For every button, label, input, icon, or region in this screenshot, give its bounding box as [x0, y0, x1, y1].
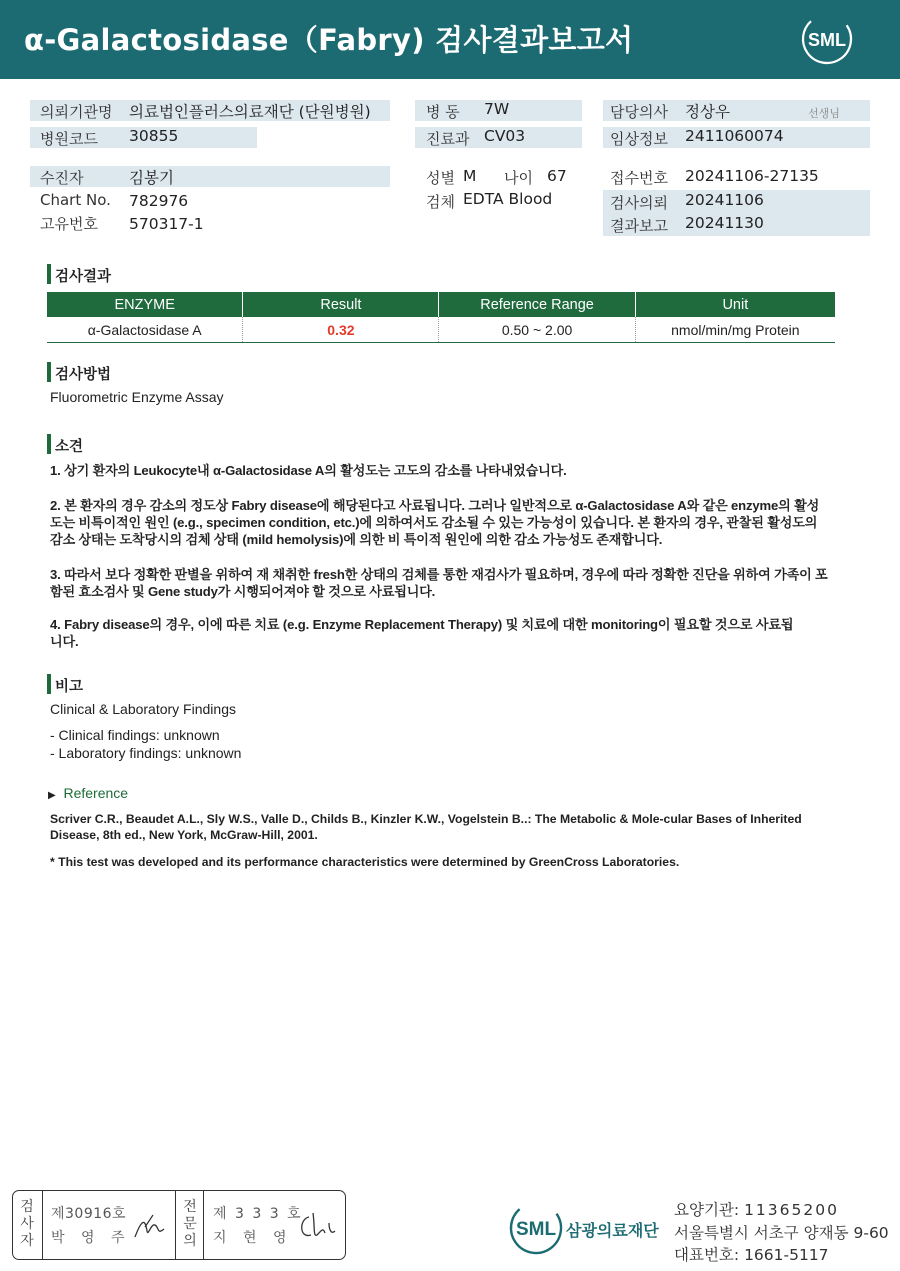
- section-remarks-title: 비고: [55, 679, 84, 695]
- doctor-label: 담당의사: [610, 103, 668, 121]
- institution-value: 의료법인플러스의료재단 (단원병원): [129, 103, 371, 121]
- dept-label: 진료과: [426, 130, 470, 148]
- finding-paragraph-3: 3. 따라서 보다 정확한 판별을 위하여 재 채취한 fresh한 상태의 검체를 통한 재검사가 필요하며, 경우에 따라 정확한 진단을 위하여 가족이 포함된 효소검사 및 Gene study가 시행되어져야 할 것으로 사료됩니다.: [50, 567, 828, 599]
- clinical-findings: - Clinical findings: unknown: [50, 727, 220, 743]
- section-marker: [47, 434, 51, 454]
- result-cell: 0.32: [243, 317, 439, 343]
- specimen-label: 검체: [426, 193, 455, 211]
- col-header-unit: Unit: [635, 292, 835, 317]
- specialist-signature: [295, 1209, 341, 1245]
- section-results-title: 검사결과: [55, 269, 112, 285]
- receipt-value: 20241106-27135: [685, 167, 819, 185]
- age-label: 나이: [504, 169, 533, 187]
- signature-box: [12, 1190, 346, 1260]
- triangle-icon: ▶: [48, 790, 56, 801]
- section-findings-title: 소견: [55, 439, 84, 455]
- section-marker: [47, 674, 51, 694]
- section-marker: [47, 264, 51, 284]
- svg-text:SML: SML: [515, 1219, 557, 1240]
- svg-text:SML: SML: [808, 30, 846, 50]
- table-row: [47, 317, 835, 343]
- reference-heading: [48, 785, 128, 801]
- doctor-value: 정상우: [685, 103, 730, 121]
- remarks-title: Clinical & Laboratory Findings: [50, 701, 236, 717]
- col-header-enzyme: ENZYME: [47, 292, 243, 317]
- finding-paragraph-4: 4. Fabry disease의 경우, 이에 따른 치료 (e.g. Enzyme Replacement Therapy) 및 치료에 대한 monitoring이 필요할 것으로 사료됩니다.: [50, 617, 794, 649]
- specimen-value: EDTA Blood: [463, 190, 553, 208]
- ward-label: 병 동: [426, 103, 460, 121]
- finding-paragraph-2: 2. 본 환자의 경우 감소의 정도상 Fabry disease에 해당된다고 사료됩니다. 그러나 일반적으로 α-Galactosidase A와 같은 enzyme의 활성도는 비특이적인 원인 (e.g., specimen condition, etc.)에 의하여서도 감소될 수 있는 가능성이 있습니다. 본 환자의 경우, 관찰된 활성도의 감소 상태는 도착당시의 검체 상태 (mild hemolysis)에 의한 비 특이적 원인에 의한 감소 가능성도 존재합니다.: [50, 498, 820, 547]
- reference-title: Reference: [63, 785, 129, 801]
- examiner-signature: [131, 1211, 169, 1245]
- footer-phone-value: 1661-5117: [744, 1246, 829, 1264]
- col-header-range: Reference Range: [439, 292, 635, 317]
- request-value: 20241106: [685, 191, 764, 209]
- method-text: Fluorometric Enzyme Assay: [50, 389, 224, 405]
- laboratory-findings: - Laboratory findings: unknown: [50, 745, 242, 761]
- footer-address: 서울특별시 서초구 양재동 9-60: [674, 1224, 889, 1242]
- range-cell: 0.50 ~ 2.00: [439, 317, 635, 343]
- report-label: 결과보고: [610, 217, 668, 235]
- chart-value: 782976: [129, 192, 189, 210]
- footer-org-name: 삼광의료재단: [566, 1221, 659, 1240]
- clinical-label: 임상정보: [610, 130, 668, 148]
- request-label: 검사의뢰: [610, 194, 668, 212]
- hospital-code-value: 30855: [129, 127, 179, 145]
- patient-label: 수진자: [40, 169, 84, 187]
- report-value: 20241130: [685, 214, 764, 232]
- sex-label: 성별: [426, 169, 455, 187]
- hospital-code-label: 병원코드: [40, 130, 98, 148]
- col-header-result: Result: [243, 292, 439, 317]
- results-table: [47, 292, 835, 343]
- institution-label: 의뢰기관명: [40, 103, 113, 121]
- receipt-label: 접수번호: [610, 169, 668, 187]
- ward-value: 7W: [484, 100, 510, 118]
- section-marker: [47, 362, 51, 382]
- footer-code: [674, 1198, 839, 1220]
- footer-code-value: 11365200: [744, 1201, 839, 1219]
- unique-value: 570317-1: [129, 215, 204, 233]
- footer-phone: [674, 1243, 829, 1265]
- sml-logo: [800, 12, 854, 66]
- section-method-title: 검사방법: [55, 367, 112, 383]
- dept-value: CV03: [484, 127, 526, 145]
- examiner-name: 박 영 주: [51, 1230, 131, 1246]
- footnote: * This test was developed and its performance characteristics were determined by GreenCross Laboratories.: [50, 855, 680, 869]
- age-value: 67: [547, 167, 567, 185]
- footer-phone-label: 대표번호:: [674, 1246, 740, 1264]
- finding-paragraph-1: 1. 상기 환자의 Leukocyte내 α-Galactosidase A의 활성도는 고도의 감소를 나타내었습니다.: [50, 463, 567, 478]
- unit-cell: nmol/min/mg Protein: [635, 317, 835, 343]
- unique-label: 고유번호: [40, 215, 98, 233]
- footer-sml-logo: [508, 1200, 564, 1256]
- clinical-value: 2411060074: [685, 127, 784, 145]
- reference-text: Scriver C.R., Beaudet A.L., Sly W.S., Valle D., Childs B., Kinzler K.W., Vogelstein B..: The Metabolic & Mole-cular Bases of Inherited Disease, 8th ed., New York, McGraw-Hill, 2001.: [50, 812, 802, 842]
- chart-label: Chart No.: [40, 191, 111, 209]
- specialist-license: 제 3 3 3 호: [213, 1206, 303, 1222]
- sex-value: M: [463, 167, 477, 185]
- specialist-label: 전문의: [183, 1199, 197, 1249]
- report-title: α-Galactosidase（Fabry) 검사결과보고서: [24, 23, 634, 57]
- specialist-name: 지 현 영: [213, 1230, 293, 1246]
- examiner-license: 제30916호: [51, 1206, 127, 1222]
- patient-value: 김봉기: [129, 169, 174, 187]
- examiner-label: 검사자: [20, 1199, 34, 1249]
- enzyme-cell: α-Galactosidase A: [47, 317, 243, 343]
- doctor-suffix: 선생님: [808, 107, 840, 120]
- footer-code-label: 요양기관:: [674, 1201, 740, 1219]
